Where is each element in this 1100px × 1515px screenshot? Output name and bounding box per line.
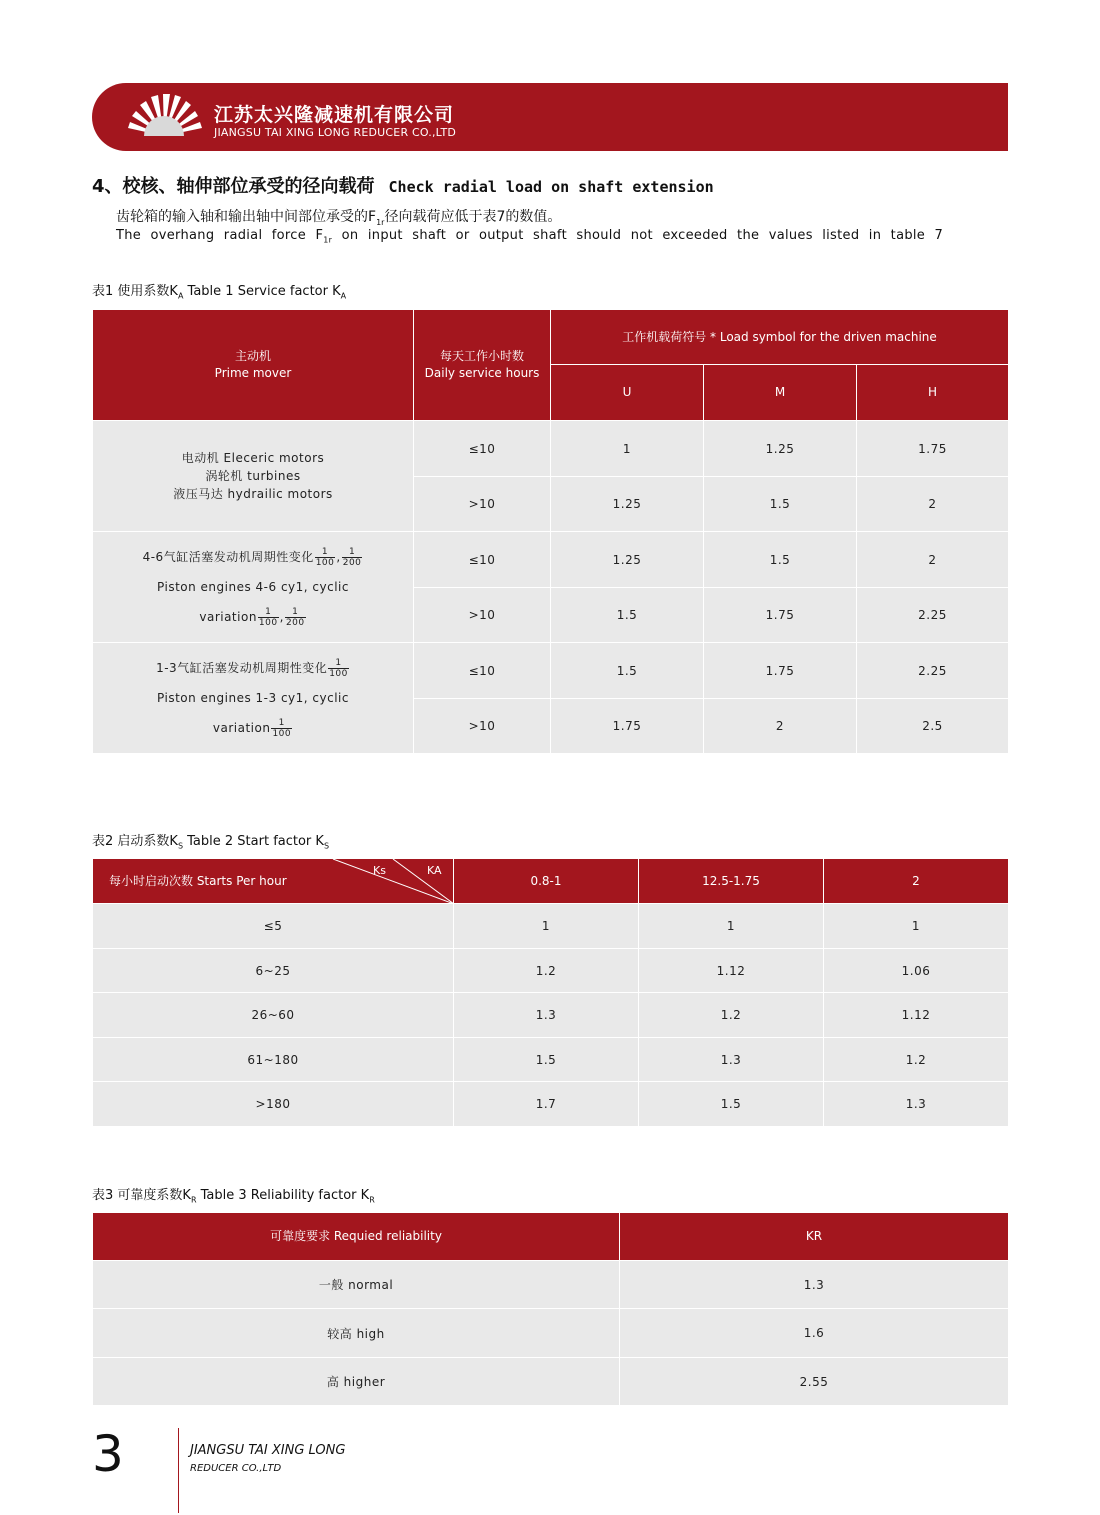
- table1-caption: 表1 使用系数$K_A$ Table 1 Service factor $K_A$: [92, 284, 347, 301]
- table-row: 较高 high 1.6: [93, 1309, 1009, 1358]
- table-row: >10 1.75 2 2.5: [93, 699, 1009, 754]
- page-number: 3: [92, 1425, 124, 1483]
- table3-caption: 表3 可靠度系数$K_R$ Table 3 Reliability factor $K_R$: [92, 1188, 375, 1205]
- header-required-reliability: 可靠度要求 Requied reliability: [93, 1213, 620, 1261]
- intro-text-cn: 齿轮箱的输入轴和输出轴中间部位承受的$F_{1r}$径向载荷应低于表7的数值。: [116, 209, 562, 227]
- table-row: >10 1.25 1.5 2: [93, 477, 1009, 532]
- table-row: 61~180 1.5 1.3 1.2: [93, 1038, 1009, 1082]
- table-row: 一般 normal 1.3: [93, 1261, 1009, 1309]
- gear-sun-logo-icon: [118, 92, 210, 138]
- header-prime-mover: 主动机 Prime mover: [93, 310, 414, 421]
- section-title-en: Check radial load on shaft extension: [388, 178, 714, 196]
- prime-mover-group-1: 电动机 Eleceric motors 涡轮机 turbines 液压马达 hydrailic motors: [93, 421, 414, 532]
- company-name-cn: 江苏太兴隆减速机有限公司: [214, 104, 455, 126]
- table-row: 电动机 Eleceric motors 涡轮机 turbines 液压马达 hydrailic motors ≤10 1 1.25 1.75: [93, 421, 1009, 477]
- table2-caption: 表2 启动系数$K_S$ Table 2 Start factor $K_S$: [92, 834, 330, 851]
- table-row: 4-6气缸活塞发动机周期性变化 $\frac{1}{100}$ , $\frac{1}{200}$ Piston engines 4-6 cy1, cyclic variation $\frac{1}{100}$ , $\frac{1}{200}$ ≤10 1.25 1.5 2: [93, 532, 1009, 588]
- company-name-en: JIANGSU TAI XING LONG REDUCER CO.,LTD: [214, 126, 457, 139]
- table-row: >180 1.7 1.5 1.3: [93, 1082, 1009, 1127]
- header-load-symbol: 工作机载荷符号 * Load symbol for the driven machine: [551, 310, 1009, 365]
- footer-company-line2: REDUCER CO.,LTD: [190, 1463, 282, 1474]
- intro-text-en: The overhang radial force $F_{1r}$ on input shaft or output shaft should not exceeded the values listed in table 7: [116, 228, 944, 245]
- table-row: >10 1.5 1.75 2.25: [93, 588, 1009, 643]
- header-col-u: U: [551, 365, 704, 421]
- header-daily-hours: 每天工作小时数 Daily service hours: [414, 310, 551, 421]
- section-title: [92, 172, 714, 198]
- header-col-m: M: [704, 365, 857, 421]
- footer-company-line1: JIANGSU TAI XING LONG: [190, 1443, 346, 1458]
- header-kr: KR: [620, 1213, 1009, 1261]
- prime-mover-group-3: 1-3气缸活塞发动机周期性变化 $\frac{1}{100}$ Piston engines 1-3 cy1, cyclic variation $\frac{1}{100}$: [93, 643, 414, 754]
- start-factor-table: 每小时启动次数 Starts Per hour Ks KA 0.8-1 12.5-1.75 2 ≤5 1 1 1 6~25 1.2 1.12 1.06 26~60 1.3 1.2 1.12 61~180 1.5 1.3 1.2 >180 1.7 1.5 1.3: [92, 858, 1009, 1127]
- prime-mover-group-2: 4-6气缸活塞发动机周期性变化 $\frac{1}{100}$ , $\frac{1}{200}$ Piston engines 4-6 cy1, cyclic variation $\frac{1}{100}$ , $\frac{1}{200}$: [93, 532, 414, 643]
- reliability-factor-table: [92, 1212, 1009, 1406]
- footer-divider: [178, 1428, 179, 1513]
- table-row: 1-3气缸活塞发动机周期性变化 $\frac{1}{100}$ Piston engines 1-3 cy1, cyclic variation $\frac{1}{100}$ ≤10 1.5 1.75 2.25: [93, 643, 1009, 699]
- table-row: ≤5 1 1 1: [93, 904, 1009, 949]
- header-col-h: H: [857, 365, 1009, 421]
- table-row: 26~60 1.3 1.2 1.12: [93, 993, 1009, 1038]
- table-row: 高 higher 2.55: [93, 1358, 1009, 1406]
- table-row: 6~25 1.2 1.12 1.06: [93, 949, 1009, 993]
- header-starts-per-hour: 每小时启动次数 Starts Per hour Ks KA: [93, 859, 454, 904]
- section-title-cn: 4、校核、轴伸部位承受的径向载荷: [92, 176, 375, 197]
- service-factor-table: [92, 309, 1009, 754]
